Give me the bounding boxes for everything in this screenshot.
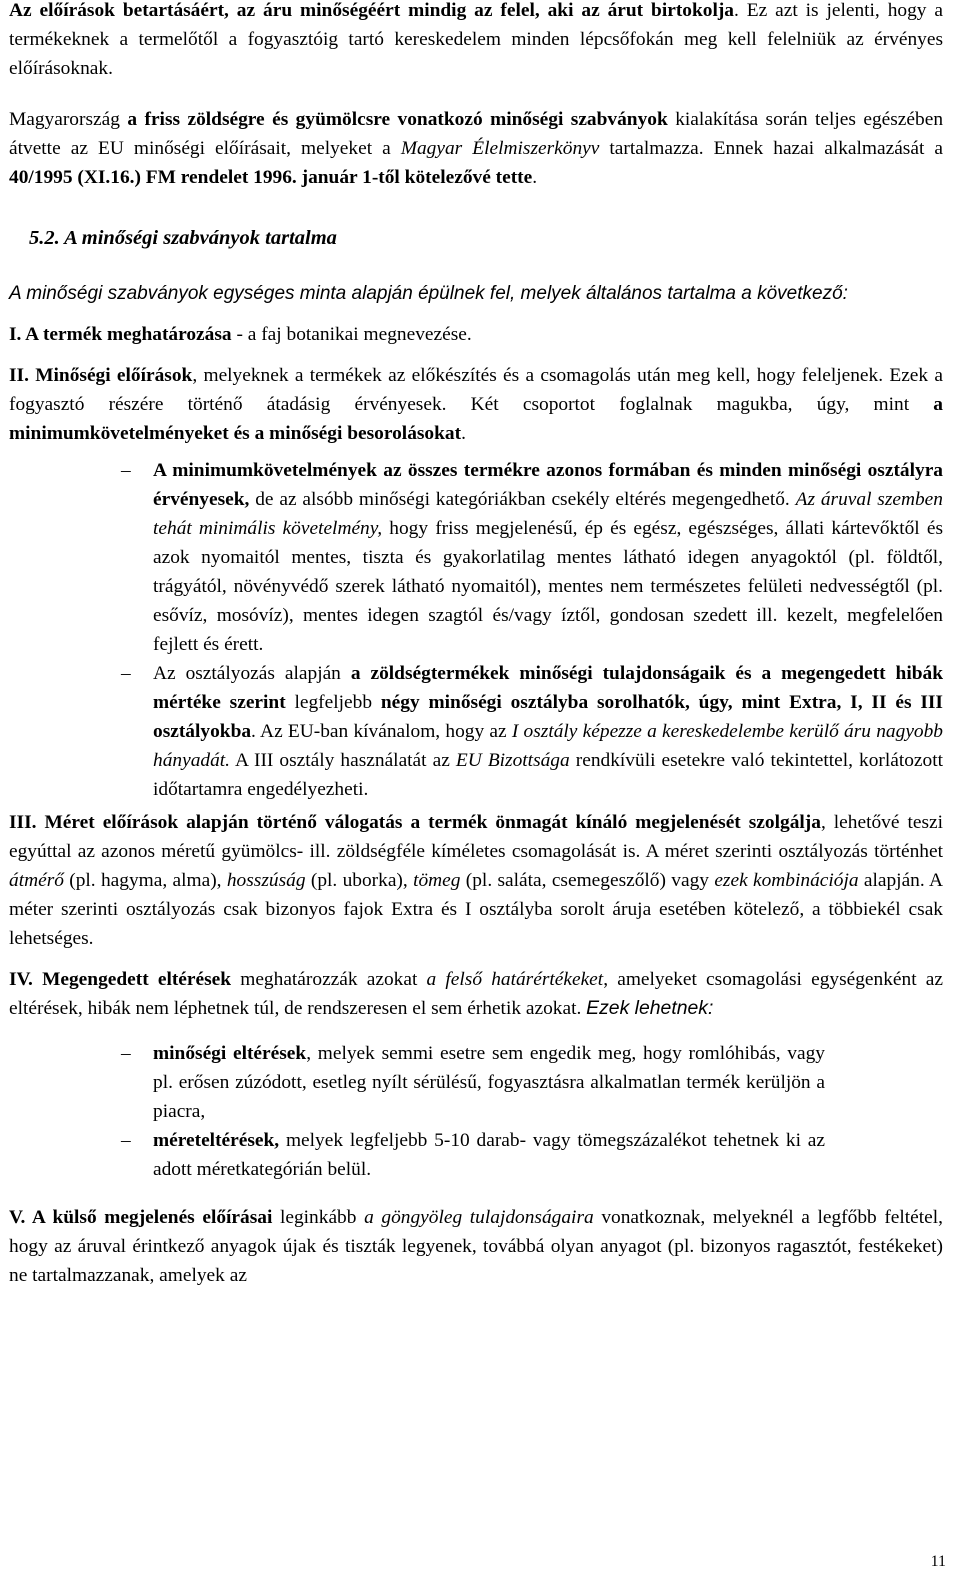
italic-text: Az áruval szemben tehát minimális követelmény, (153, 489, 943, 539)
body-text: de az alsóbb minőségi kategóriákban csekély eltérés megengedhető. (249, 489, 796, 510)
italic-text: a felső határértékeket (426, 969, 604, 990)
body-text: . (532, 167, 538, 188)
body-text: legfeljebb (285, 692, 381, 713)
requirements-list (9, 456, 943, 804)
paragraph-regulations (9, 0, 943, 83)
deviations-list (9, 1039, 943, 1184)
body-text: , melyek semmi esetre sem engedik meg, hogy romlóhibás, vagy pl. erősen zúzódott, esetleg nyílt sérülésű, fogyasztásra alkalmatlan termék kerüljön a piacra, (153, 1043, 826, 1122)
italic-text: hosszúság (226, 870, 306, 891)
bold-text: a zöldségtermékek minőségi tulajdonságaik és a megengedett hibák mértéke szerint (153, 663, 943, 713)
body-text: Az osztályozás alapján (153, 663, 351, 684)
body-text: . Ez azt is jelenti, hogy a termékeknek a termelőtől a fogyasztóig tartó kereskedelem minden lépcsőfokán meg kell felelniük az érvényes előírásoknak. (9, 0, 943, 79)
section-label: III. Méret előírások alapján történő válogatás a termék önmagát kínáló megjelenését szolgálja (9, 812, 821, 833)
body-text: . Az EU-ban kívánalom, hogy az (251, 721, 512, 742)
bold-text: 40/1995 (XI.16.) FM rendelet 1996. január 1-től kötelezővé tette (9, 167, 533, 188)
section-4 (9, 965, 943, 1023)
italic-text: a göngyöleg tulajdonságaira (364, 1207, 594, 1229)
bold-text: méreteltérések, (153, 1130, 280, 1151)
section-label: I. A termék meghatározása (9, 324, 232, 345)
bold-text: a friss zöldségre és gyümölcsre vonatkozó minőségi szabványok (127, 109, 668, 130)
body-text: tartalmazza. Ennek hazai alkalmazását a (599, 138, 944, 159)
section-2 (9, 361, 943, 448)
italic-text: EU Bizottsága (455, 750, 570, 771)
page-number: 11 (930, 1553, 946, 1570)
body-text: hogy friss megjelenésű, ép és egész, egészséges, állati kártevőktől és azok nyomaitól mentes, tiszta és gyakorlatilag mentes látható idegen anyagoktól (pl. földtől, trágyától, növényvédő szerek látható nyomaitól), mentes nem természetes felületi nedvességtől (pl. esővíz, mosóvíz), mentes idegen szagtól és/vagy íztől, gondosan szedett ill. kezelt, megfelelően fejlett és érett. (153, 518, 943, 655)
bold-text: Az előírások betartásáért, az áru minőségéért mindig az felel, aki az árut birtokolja (9, 0, 734, 21)
italic-text: I osztály képezze a kereskedelembe kerülő áru nagyobb hányadát. (153, 721, 944, 771)
body-text: (pl. uborka), (305, 870, 414, 891)
section-label: V. A külső megjelenés előírásai (9, 1207, 273, 1229)
body-text: , melyeknek a termékek az előkészítés és a csomagolás után meg kell, hogy feleljenek. Ezek a fogyasztó részére történő átadásig érvényesek. Két csoportot foglalnak magukba, úgy, mint (9, 365, 943, 415)
bold-text: A minimumkövetelmények az összes termékre azonos formában és minden minőségi osztályra érvényesek, (153, 460, 943, 510)
body-text: . (461, 423, 466, 444)
section-heading: 5.2. A minőségi szabványok tartalma (29, 227, 337, 249)
body-text: rendkívüli esetekre való tekintettel, korlátozott időtartamra engedélyezheti. (153, 750, 943, 800)
body-text: leginkább (272, 1207, 365, 1229)
section-label: II. Minőségi előírások (9, 365, 193, 386)
section-5 (9, 1203, 943, 1290)
body-text: meghatározzák azokat (231, 969, 427, 990)
bold-text: minőségi eltérések (153, 1043, 307, 1064)
section-label: IV. Megengedett eltérések (9, 969, 232, 990)
bold-text: a minimumkövetelményeket és a minőségi besorolásokat (9, 394, 943, 444)
body-text: kialakítása során teljes egészében átvette az EU minőségi előírásait, melyeket a (9, 109, 944, 159)
section-1 (9, 320, 943, 349)
body-text: melyek legfeljebb 5-10 darab- vagy tömegszázalékot tehetnek ki az adott méretkategórián belül. (153, 1130, 825, 1180)
section-3 (9, 808, 943, 953)
paragraph-hungary (9, 105, 943, 192)
intro-text: A minőségi szabványok egységes minta alapján épülnek fel, melyek általános tartalma a következő: (9, 283, 848, 304)
body-text: vonatkoznak, melyeknél a legfőbb feltétel, hogy az áruval érintkező anyagok újak és tiszták legyenek, továbbá olyan anyagot (pl. bizonyos ragasztót, festékeket) ne tartalmazzanak, amelyek az (9, 1207, 944, 1287)
list-item (153, 659, 943, 804)
list-item (153, 1126, 943, 1184)
italic-text: átmérő (9, 870, 64, 891)
body-text: alapján. A méter szerinti osztályozás csak bizonyos fajok Extra és I osztályba sorolt áruja esetében kötelező, a többiekél csak lehetséges. (9, 870, 943, 949)
italic-text: Magyar Élelmiszerkönyv (400, 138, 600, 159)
list-item (153, 456, 943, 659)
body-text: (pl. saláta, csemegeszőlő) vagy (460, 870, 715, 891)
body-text: - a faj botanikai megnevezése. (231, 324, 472, 345)
body-text: Magyarország (9, 109, 128, 130)
bold-text: négy minőségi osztályba sorolhatók, úgy, mint Extra, I, II és III osztályokba (153, 692, 943, 742)
body-text: , lehetővé teszi egyúttal az azonos méretű gyümölcs- ill. zöldségféle kíméletes csomagolását is. A méret szerinti osztályozás történhet (9, 812, 943, 862)
list-item (153, 1039, 943, 1126)
body-text: (pl. hagyma, alma), (63, 870, 227, 891)
body-text: , amelyeket csomagolási egységenként az eltérések, hibák nem léphetnek túl, de rendszeresen el sem érhetik azokat. (9, 969, 944, 1019)
italic-text: tömeg (413, 870, 461, 891)
body-text: A III osztály használatát az (230, 750, 456, 771)
document-page (9, 0, 943, 1290)
sans-italic-text: Ezek lehetnek: (586, 997, 714, 1019)
italic-text: ezek kombinációja (714, 870, 859, 891)
